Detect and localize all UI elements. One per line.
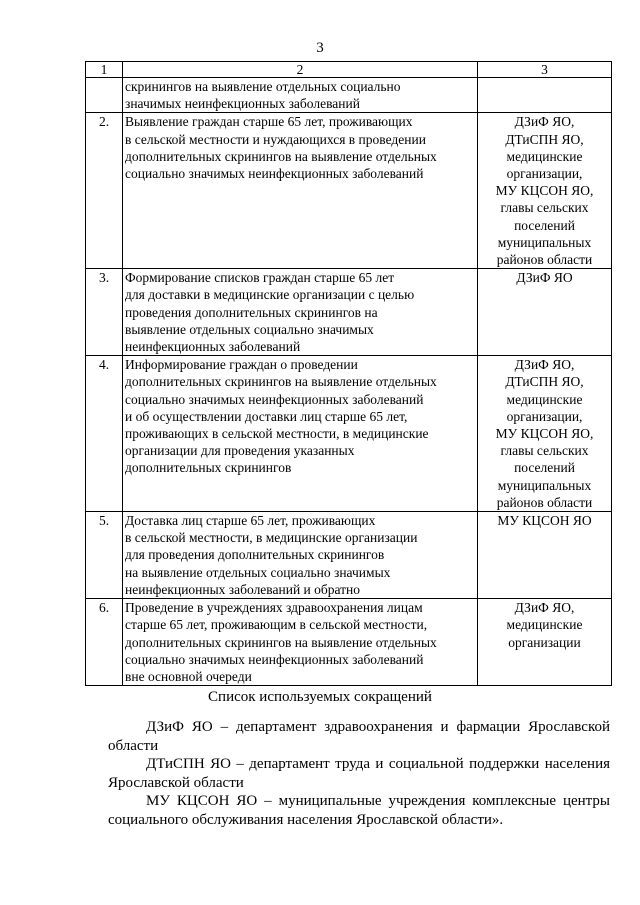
- responsible-text-line: организации,: [506, 408, 583, 424]
- responsible-text-line: муниципальных: [497, 477, 592, 493]
- responsible-text-line: медицинские: [506, 148, 583, 164]
- responsible-text-line: МУ КЦСОН ЯО,: [495, 183, 594, 199]
- table-row: [86, 599, 612, 686]
- responsible-cell: [478, 113, 612, 269]
- responsible-text-line: ДЗиФ ЯО,: [514, 600, 575, 616]
- activity-text-line: социально значимых неинфекционных заболеваний: [125, 391, 424, 407]
- responsible-text-line: поселений: [514, 460, 575, 476]
- activity-cell: [123, 113, 478, 269]
- activity-text-line: дополнительных скринингов: [125, 460, 292, 476]
- table-row: [86, 356, 612, 512]
- responsible-cell: [478, 78, 612, 113]
- responsible-text-line: ДЗиФ ЯО,: [514, 114, 575, 130]
- abbreviation-continuation-line: Ярославской области: [108, 774, 244, 791]
- responsible-text-line: муниципальных: [497, 234, 592, 250]
- abbreviation-continuation-line: области: [108, 737, 159, 754]
- activity-text-line: для доставки в медицинские организации с целью: [125, 287, 415, 303]
- responsible-text-line: организации,: [506, 166, 583, 182]
- activity-cell: [123, 599, 478, 686]
- abbreviation-first-line: ДЗиФ ЯО – департамент здравоохранения и фармации Ярославской: [146, 719, 610, 735]
- activity-text-line: Проведение в учреждениях здравоохранения лицам: [125, 600, 423, 616]
- abbreviation-item: [108, 718, 610, 755]
- responsible-text-line: ДЗиФ ЯО,: [514, 357, 575, 373]
- activity-cell: [123, 269, 478, 356]
- activity-cell: [123, 356, 478, 512]
- row-number-cell: 5.: [86, 512, 123, 599]
- activity-text-line: старше 65 лет, проживающим в сельской местности,: [125, 617, 428, 633]
- responsible-cell: [478, 269, 612, 356]
- responsible-text-line: МУ КЦСОН ЯО: [497, 513, 592, 529]
- table-row: [86, 269, 612, 356]
- activity-text-line: Доставка лиц старше 65 лет, проживающих: [125, 513, 376, 529]
- row-number-cell: [86, 78, 123, 113]
- abbreviation-item: [108, 755, 610, 792]
- action-plan-table: [85, 61, 612, 686]
- activity-text-line: Информирование граждан о проведении: [125, 357, 358, 373]
- responsible-cell: [478, 599, 612, 686]
- abbreviation-item: [108, 792, 610, 829]
- page-number: 3: [316, 40, 324, 56]
- responsible-text-line: ДЗиФ ЯО: [516, 270, 573, 286]
- activity-cell: [123, 512, 478, 599]
- activity-text-line: социально значимых неинфекционных заболеваний: [125, 651, 424, 667]
- activity-cell: [123, 78, 478, 113]
- responsible-text-line: главы сельских: [500, 443, 589, 459]
- responsible-text-line: районов области: [496, 494, 593, 510]
- activity-text-line: неинфекционных заболеваний: [125, 339, 301, 355]
- activity-text-line: социально значимых неинфекционных заболеваний: [125, 166, 424, 182]
- activity-text-line: выявление отдельных социально значимых: [125, 321, 374, 337]
- activity-text-line: в сельской местности, в медицинские организации: [125, 530, 418, 546]
- abbreviation-continuation-line: социального обслуживания населения Ярославской области».: [108, 811, 504, 828]
- responsible-text-line: районов области: [496, 252, 593, 268]
- activity-text-line: скринингов на выявление отдельных социально: [125, 79, 401, 94]
- activity-text-line: проведения дополнительных скринингов на: [125, 304, 378, 320]
- activity-text-line: вне основной очереди: [125, 668, 252, 684]
- header-cell-responsible: 3: [478, 62, 612, 78]
- activity-text-line: организации для проведения указанных: [125, 443, 355, 459]
- responsible-text-line: организации: [508, 634, 581, 650]
- row-number-cell: 3.: [86, 269, 123, 356]
- activity-text-line: для проведения дополнительных скринингов: [125, 547, 385, 563]
- table-row: [86, 78, 612, 113]
- table-row: [86, 113, 612, 269]
- activity-text-line: в сельской местности и нуждающихся в проведении: [125, 131, 426, 147]
- activity-text-line: дополнительных скринингов на выявление отдельных: [125, 374, 437, 390]
- activity-text-line: дополнительных скринингов на выявление отдельных: [125, 148, 437, 164]
- responsible-text-line: главы сельских: [500, 200, 589, 216]
- responsible-text-line: медицинские: [506, 617, 583, 633]
- abbreviation-first-line: МУ КЦСОН ЯО – муниципальные учреждения комплексные центры: [146, 793, 610, 809]
- responsible-text-line: медицинские: [506, 391, 583, 407]
- row-number-cell: 2.: [86, 113, 123, 269]
- activity-text-line: дополнительных скринингов на выявление отдельных: [125, 634, 437, 650]
- responsible-cell: [478, 512, 612, 599]
- abbreviations-title: Список используемых сокращений: [208, 689, 432, 705]
- responsible-text-line: ДТиСПН ЯО,: [505, 131, 584, 147]
- header-cell-number: 1: [86, 62, 123, 78]
- row-number-cell: 6.: [86, 599, 123, 686]
- activity-text-line: значимых неинфекционных заболеваний: [125, 96, 360, 112]
- activity-text-line: Формирование списков граждан старше 65 лет: [125, 270, 395, 286]
- responsible-text-line: ДТиСПН ЯО,: [505, 374, 584, 390]
- table-row: [86, 512, 612, 599]
- header-cell-activity: 2: [123, 62, 478, 78]
- abbreviation-first-line: ДТиСПН ЯО – департамент труда и социальной поддержки населения: [146, 756, 610, 772]
- activity-text-line: неинфекционных заболеваний и обратно: [125, 581, 361, 597]
- activity-text-line: на выявление отдельных социально значимых: [125, 564, 391, 580]
- table-body: [86, 62, 612, 686]
- responsible-text-line: МУ КЦСОН ЯО,: [495, 426, 594, 442]
- table-header-row: [86, 62, 612, 78]
- responsible-cell: [478, 356, 612, 512]
- activity-text-line: и об осуществлении доставки лиц старше 65 лет,: [125, 408, 408, 424]
- activity-text-line: Выявление граждан старше 65 лет, проживающих: [125, 114, 413, 130]
- row-number-cell: 4.: [86, 356, 123, 512]
- activity-text-line: проживающих в сельской местности, в медицинские: [125, 426, 429, 442]
- responsible-text-line: поселений: [514, 217, 575, 233]
